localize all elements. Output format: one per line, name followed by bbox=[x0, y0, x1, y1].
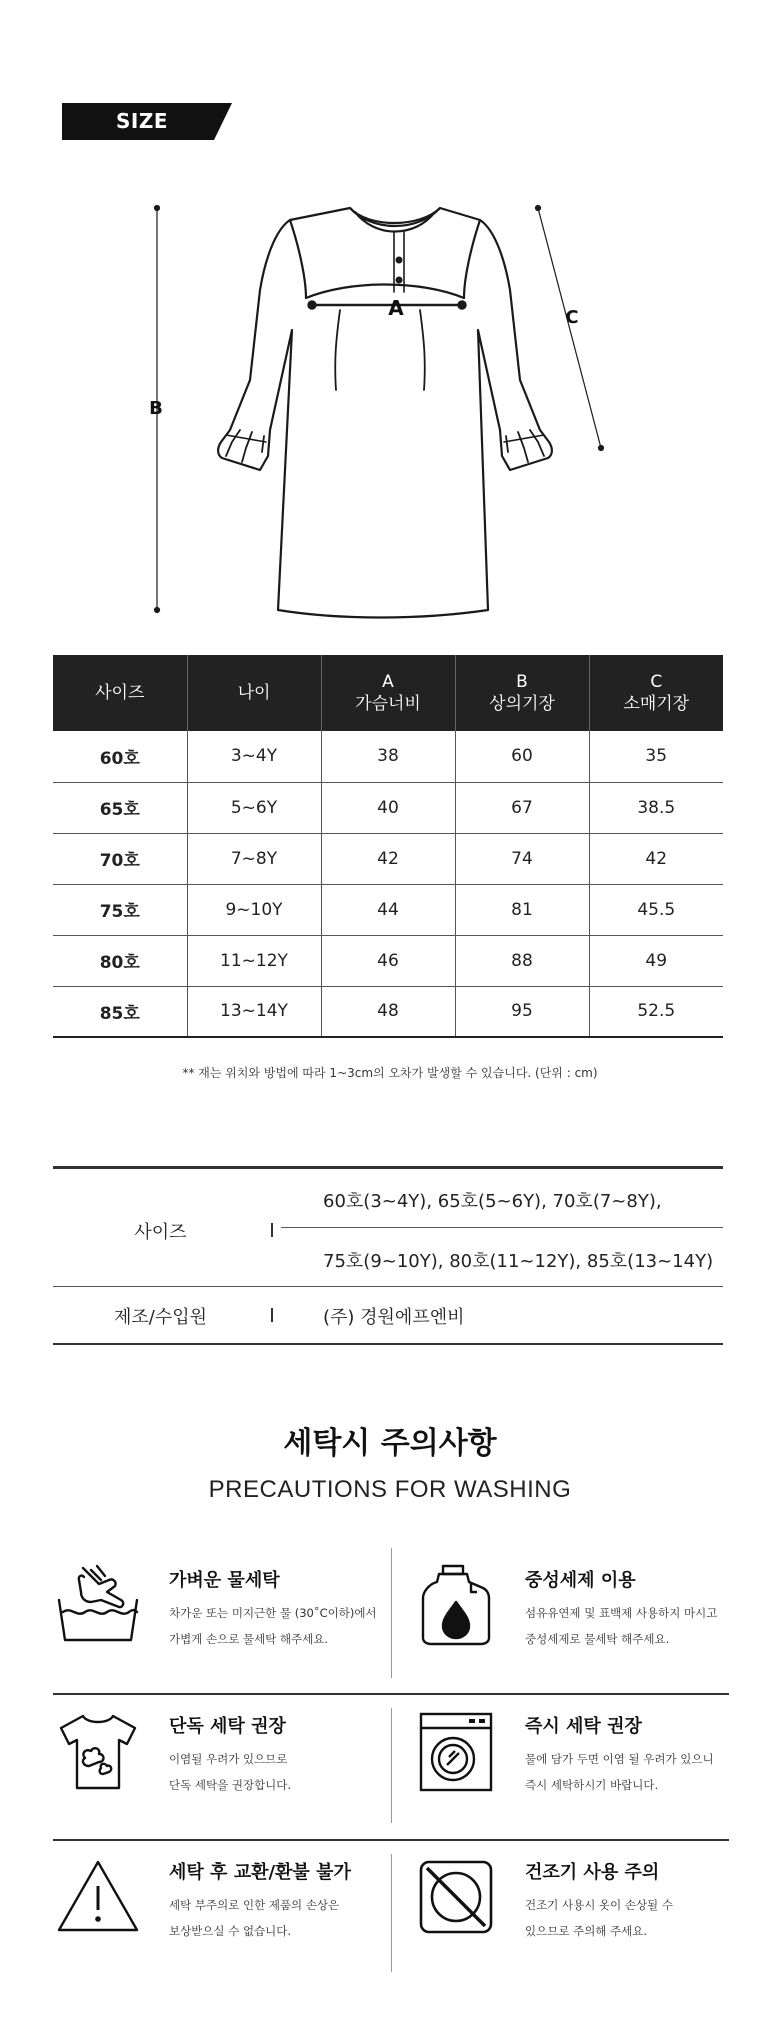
cell-age: 11~12Y bbox=[187, 935, 321, 986]
cell-size: 75호 bbox=[53, 884, 187, 935]
dress-collar bbox=[355, 212, 435, 232]
info-size-line-2: 75호(9~10Y), 80호(11~12Y), 85호(13~14Y) bbox=[323, 1251, 714, 1272]
info-maker-label: 제조/수입원 bbox=[113, 1307, 207, 1328]
cell-chest: 42 bbox=[321, 833, 455, 884]
dress-yoke-seam bbox=[306, 285, 464, 299]
measure-a-line bbox=[309, 302, 466, 309]
info-size-line-1: 60호(3~4Y), 65호(5~6Y), 70호(7~8Y), bbox=[323, 1191, 662, 1212]
wash-section-title: 세탁시 주의사항 bbox=[283, 1426, 497, 1461]
wash-item-desc: 물에 담가 두면 이염 될 우려가 있으니 즉시 세탁하시기 바랍니다. bbox=[525, 1752, 714, 1792]
cell-sleeve: 45.5 bbox=[589, 884, 723, 935]
cell-chest: 48 bbox=[321, 986, 455, 1037]
header-size: 사이즈 bbox=[53, 655, 187, 731]
cell-sleeve: 52.5 bbox=[589, 986, 723, 1037]
size-tag-label: SIZE bbox=[116, 109, 169, 133]
cell-age: 5~6Y bbox=[187, 782, 321, 833]
cell-age: 7~8Y bbox=[187, 833, 321, 884]
cell-size: 85호 bbox=[53, 986, 187, 1037]
table-row bbox=[53, 731, 723, 782]
cell-size: 80호 bbox=[53, 935, 187, 986]
wash-item-title: 단독 세탁 권장 bbox=[169, 1716, 286, 1737]
header-top-length: B 상의기장 bbox=[455, 655, 589, 731]
cell-length: 81 bbox=[455, 884, 589, 935]
info-separator bbox=[271, 1308, 273, 1322]
cell-chest: 44 bbox=[321, 884, 455, 935]
cell-chest: 46 bbox=[321, 935, 455, 986]
header-sleeve-length: C 소매기장 bbox=[589, 655, 723, 731]
detergent-bottle-icon bbox=[413, 1562, 499, 1648]
cell-chest: 38 bbox=[321, 731, 455, 782]
wash-item-desc: 이염될 우려가 있으므로 단독 세탁을 권장합니다. bbox=[169, 1752, 292, 1792]
info-maker-value: (주) 경원에프엔비 bbox=[323, 1307, 465, 1328]
cell-age: 13~14Y bbox=[187, 986, 321, 1037]
wash-item bbox=[391, 1548, 729, 1696]
measure-c-line bbox=[536, 206, 604, 451]
dress-outline bbox=[218, 208, 552, 618]
table-row bbox=[53, 986, 723, 1037]
cell-age: 9~10Y bbox=[187, 884, 321, 935]
product-info-table bbox=[53, 1166, 723, 1345]
wash-item bbox=[53, 1694, 391, 1842]
wash-item-desc: 차가운 또는 미지근한 물 (30˚C이하)에서 가볍게 손으로 물세탁 해주세요. bbox=[169, 1606, 377, 1646]
dress-measurement-illustration bbox=[0, 180, 780, 640]
table-row bbox=[53, 935, 723, 986]
table-row bbox=[53, 833, 723, 884]
wash-item bbox=[53, 1840, 391, 1988]
wash-item bbox=[391, 1840, 729, 1988]
table-row bbox=[53, 884, 723, 935]
measure-b-label: B bbox=[149, 398, 163, 419]
cell-sleeve: 49 bbox=[589, 935, 723, 986]
measure-c-label: C bbox=[565, 307, 579, 328]
cell-size: 70호 bbox=[53, 833, 187, 884]
header-age: 나이 bbox=[187, 655, 321, 731]
wash-item-title: 가벼운 물세탁 bbox=[169, 1570, 280, 1591]
cell-sleeve: 35 bbox=[589, 731, 723, 782]
size-section-tag bbox=[62, 103, 232, 140]
cell-length: 88 bbox=[455, 935, 589, 986]
dress-buttons bbox=[396, 257, 403, 284]
tshirt-stain-icon bbox=[55, 1708, 141, 1794]
info-divider bbox=[281, 1227, 723, 1228]
info-row-sizes bbox=[53, 1169, 723, 1287]
wash-item-desc: 세탁 부주의로 인한 제품의 손상은 보상받으실 수 없습니다. bbox=[169, 1898, 340, 1938]
cell-age: 3~4Y bbox=[187, 731, 321, 782]
wash-item-desc: 건조기 사용시 옷이 손상될 수 있으므로 주의해 주세요. bbox=[525, 1898, 673, 1938]
no-tumble-dry-icon bbox=[413, 1854, 499, 1940]
info-size-label: 사이즈 bbox=[134, 1222, 187, 1243]
info-row-maker bbox=[53, 1287, 723, 1343]
wash-item bbox=[53, 1548, 391, 1696]
wash-item-title: 중성세제 이용 bbox=[525, 1570, 636, 1591]
cell-length: 60 bbox=[455, 731, 589, 782]
washing-machine-icon bbox=[413, 1708, 499, 1794]
cell-chest: 40 bbox=[321, 782, 455, 833]
cell-length: 67 bbox=[455, 782, 589, 833]
wash-item-title: 즉시 세탁 권장 bbox=[525, 1716, 642, 1737]
info-separator bbox=[271, 1223, 273, 1237]
cell-length: 74 bbox=[455, 833, 589, 884]
wash-precautions-grid bbox=[53, 1548, 729, 1972]
cell-size: 60호 bbox=[53, 731, 187, 782]
wash-item-title: 건조기 사용 주의 bbox=[525, 1862, 660, 1883]
measurement-note: ** 재는 위치와 방법에 따라 1~3cm의 오차가 발생할 수 있습니다. (단위 : cm) bbox=[182, 1066, 598, 1080]
table-row bbox=[53, 782, 723, 833]
wash-item-desc: 섬유유연제 및 표백제 사용하지 마시고 중성세제로 물세탁 해주세요. bbox=[525, 1606, 718, 1646]
wash-item-title: 세탁 후 교환/환불 불가 bbox=[169, 1862, 351, 1883]
warning-icon bbox=[55, 1854, 141, 1940]
cell-sleeve: 42 bbox=[589, 833, 723, 884]
wash-item bbox=[391, 1694, 729, 1842]
cell-length: 95 bbox=[455, 986, 589, 1037]
size-chart-table bbox=[53, 655, 723, 1038]
size-chart-header-row bbox=[53, 655, 723, 731]
measure-a-label: A bbox=[388, 296, 404, 320]
wash-section-subtitle: PRECAUTIONS FOR WASHING bbox=[208, 1476, 572, 1503]
cell-sleeve: 38.5 bbox=[589, 782, 723, 833]
cell-size: 65호 bbox=[53, 782, 187, 833]
header-chest-width: A 가슴너비 bbox=[321, 655, 455, 731]
hand-wash-icon bbox=[55, 1562, 141, 1648]
